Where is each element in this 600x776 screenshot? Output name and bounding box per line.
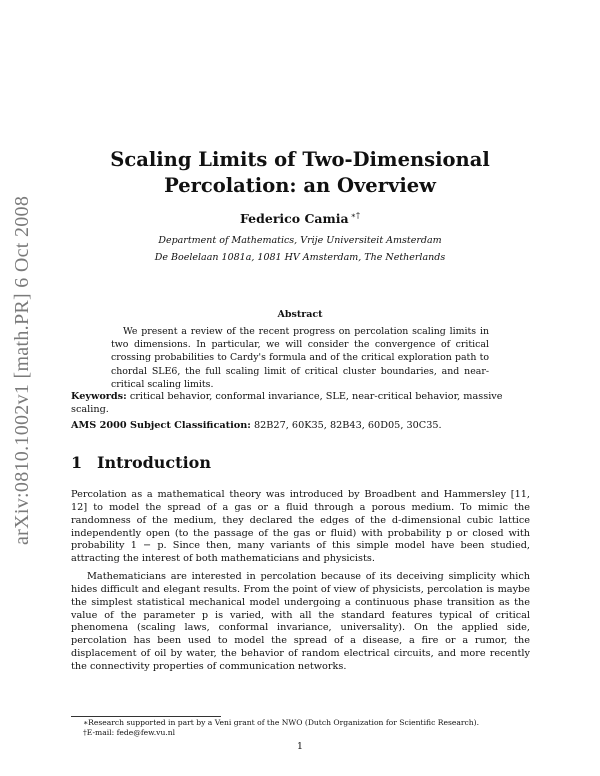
author-name: Federico Camia — [239, 211, 349, 227]
affiliation-line-2: De Boelelaan 1081a, 1081 HV Amsterdam, The Netherlands — [154, 252, 446, 263]
paragraph-2: Mathematicians are interested in percolation because of its deceiving simplicity which hides difficult and elegant results. From the point of view of physicists, percolation is maybe the simplest statistical mechanical model undergoing a continuous phase transition as the value of the parameter p is varied, with all the standard features typical of critical phenomena (scaling laws, conformal invariance, universality). On the applied side, percolation has been used to model the spread of a disease, a fire or a rumor, the displacement of oil by water, the behavior of random electrical circuits, and more recently the connectivity properties of communication networks. — [71, 571, 530, 672]
arxiv-identifier: arXiv:0810.1002v1 [math.PR] 6 Oct 2008 — [11, 195, 33, 545]
section-number: 1 — [71, 453, 83, 472]
footnotes — [71, 715, 530, 738]
ams-label: AMS 2000 Subject Classification: — [71, 420, 251, 431]
keywords-text: critical behavior, conformal invariance, SLE, near-critical behavior, massive scaling. — [71, 391, 503, 415]
author-footnote-marks: ∗† — [350, 211, 361, 220]
keywords-label: Keywords: — [71, 391, 127, 402]
ams-classification — [71, 420, 530, 433]
affiliation-line-1: Department of Mathematics, Vrije Universiteit Amsterdam — [158, 235, 442, 246]
section-title: Introduction — [97, 453, 211, 472]
author-block — [90, 211, 510, 226]
footnote-1: ∗Research supported in part by a Veni grant of the NWO (Dutch Organization for Scientific Research). — [83, 718, 480, 727]
abstract-heading: Abstract — [277, 309, 323, 320]
section-heading — [71, 453, 211, 472]
abstract-text: We present a review of the recent progress on percolation scaling limits in two dimensions. In particular, we will consider the convergence of critical crossing probabilities to Cardy's formula and of the critical exploration path to chordal SLE6, the full scaling limit of critical cluster boundaries, and near-critical scaling limits. — [111, 326, 489, 390]
paragraph-1: Percolation as a mathematical theory was introduced by Broadbent and Hammersley [11, 12] to model the spread of a gas or a fluid through a porous medium. To mimic the randomness of the medium, they declared the edges of the d-dimensional cubic lattice independently open (to the passage of the gas or fluid) with probability p or closed with probability 1 − p. Since then, many variants of this simple model have been studied, attracting the interest of both mathematicians and physicists. — [71, 489, 530, 565]
title-line-1: Scaling Limits of Two-Dimensional — [110, 148, 490, 171]
keywords — [71, 391, 530, 416]
title-line-2: Percolation: an Overview — [164, 174, 436, 197]
footnote-2: †E-mail: fede@few.vu.nl — [83, 728, 176, 737]
ams-codes: 82B27, 60K35, 82B43, 60D05, 30C35. — [253, 420, 442, 431]
page-number: 1 — [296, 741, 304, 752]
paper-title — [90, 147, 510, 199]
